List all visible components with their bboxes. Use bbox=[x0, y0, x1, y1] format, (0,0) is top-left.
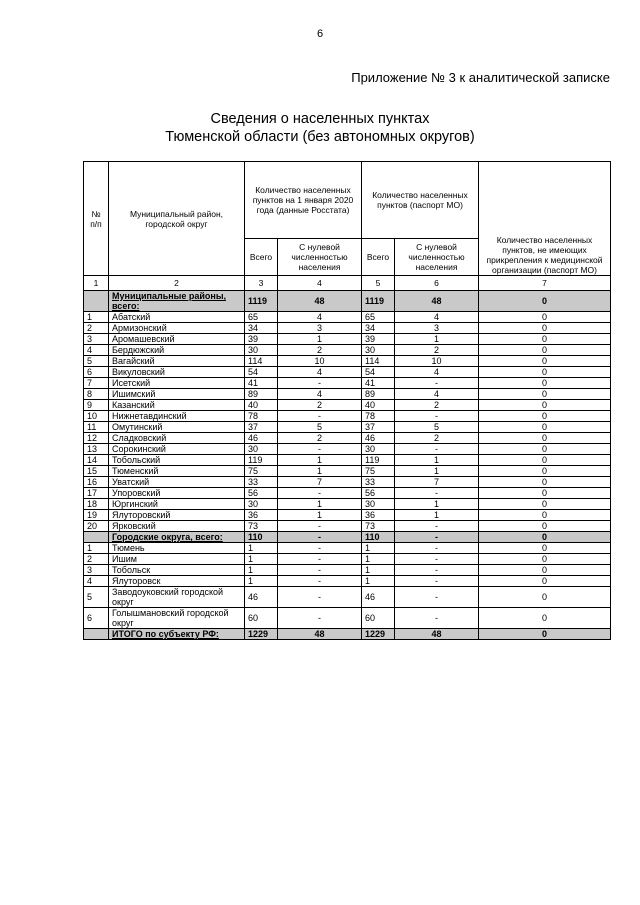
cell-unattached: 0 bbox=[479, 543, 611, 554]
table-row bbox=[84, 488, 611, 499]
cell-total-passport: 30 bbox=[362, 499, 395, 510]
row-name: Заводоуковский городской округ bbox=[109, 587, 245, 608]
cell-zero-passport: 1 bbox=[395, 334, 479, 345]
row-name: Тюменский bbox=[109, 466, 245, 477]
row-no: 9 bbox=[84, 400, 109, 411]
table-row bbox=[84, 565, 611, 576]
cell-unattached: 0 bbox=[479, 576, 611, 587]
cell-unattached: 0 bbox=[479, 521, 611, 532]
settlements-table bbox=[83, 161, 611, 640]
city-section bbox=[84, 532, 611, 629]
cell-unattached: 0 bbox=[479, 488, 611, 499]
cell-zero-rosstat: - bbox=[278, 587, 362, 608]
header-passport-group: Количество населенных пунктов (паспорт МО) bbox=[362, 162, 479, 239]
column-number-row bbox=[84, 276, 611, 291]
row-name: Ярковский bbox=[109, 521, 245, 532]
cell-unattached: 0 bbox=[479, 291, 611, 312]
cell-total-rosstat: 73 bbox=[245, 521, 278, 532]
colnum-2: 2 bbox=[109, 276, 245, 291]
row-no: 8 bbox=[84, 389, 109, 400]
cell-zero-rosstat: 48 bbox=[278, 629, 362, 640]
cell-unattached: 0 bbox=[479, 532, 611, 543]
title-line-2: Тюменской области (без автономных округов) bbox=[165, 129, 475, 145]
cell-zero-rosstat: 4 bbox=[278, 312, 362, 323]
row-no: 14 bbox=[84, 455, 109, 466]
row-no: 3 bbox=[84, 565, 109, 576]
cell-zero-passport: 4 bbox=[395, 389, 479, 400]
row-name: Викуловский bbox=[109, 367, 245, 378]
row-no: 4 bbox=[84, 576, 109, 587]
grand-total-row bbox=[84, 629, 611, 640]
cell-zero-rosstat: - bbox=[278, 554, 362, 565]
cell-total-rosstat: 110 bbox=[245, 532, 278, 543]
cell-zero-passport: 4 bbox=[395, 367, 479, 378]
row-name: Ялуторовск bbox=[109, 576, 245, 587]
row-name: Казанский bbox=[109, 400, 245, 411]
header-total-passport: Всего bbox=[362, 239, 395, 276]
cell-total-passport: 36 bbox=[362, 510, 395, 521]
cell-zero-passport: - bbox=[395, 378, 479, 389]
cell-unattached: 0 bbox=[479, 587, 611, 608]
row-name: Бердюжский bbox=[109, 345, 245, 356]
cell-total-rosstat: 41 bbox=[245, 378, 278, 389]
cell-zero-passport: 48 bbox=[395, 291, 479, 312]
cell-zero-rosstat: 1 bbox=[278, 466, 362, 477]
row-no: 15 bbox=[84, 466, 109, 477]
cell-total-passport: 78 bbox=[362, 411, 395, 422]
cell-total-rosstat: 119 bbox=[245, 455, 278, 466]
cell-unattached: 0 bbox=[479, 411, 611, 422]
cell-zero-rosstat: 10 bbox=[278, 356, 362, 367]
grand-total-section bbox=[84, 629, 611, 640]
cell-zero-passport: - bbox=[395, 543, 479, 554]
cell-total-rosstat: 1 bbox=[245, 554, 278, 565]
cell-zero-passport: 48 bbox=[395, 629, 479, 640]
table-header bbox=[84, 162, 611, 291]
table-row bbox=[84, 367, 611, 378]
city-total-row bbox=[84, 532, 611, 543]
cell-zero-rosstat: 4 bbox=[278, 367, 362, 378]
cell-unattached: 0 bbox=[479, 400, 611, 411]
row-name: Тобольск bbox=[109, 565, 245, 576]
cell-zero-rosstat: - bbox=[278, 565, 362, 576]
cell-zero-rosstat: 1 bbox=[278, 499, 362, 510]
cell-zero-rosstat: 48 bbox=[278, 291, 362, 312]
cell-zero-rosstat: - bbox=[278, 608, 362, 629]
cell-unattached: 0 bbox=[479, 378, 611, 389]
cell-total-rosstat: 89 bbox=[245, 389, 278, 400]
row-name: Упоровский bbox=[109, 488, 245, 499]
table-row bbox=[84, 400, 611, 411]
cell-total-rosstat: 36 bbox=[245, 510, 278, 521]
cell-total-passport: 41 bbox=[362, 378, 395, 389]
cell-total-passport: 34 bbox=[362, 323, 395, 334]
cell-zero-passport: - bbox=[395, 565, 479, 576]
municipal-total-row bbox=[84, 291, 611, 312]
cell-zero-passport: - bbox=[395, 488, 479, 499]
cell-zero-passport: 1 bbox=[395, 466, 479, 477]
cell-zero-rosstat: 4 bbox=[278, 389, 362, 400]
row-name: Абатский bbox=[109, 312, 245, 323]
cell-zero-rosstat: 2 bbox=[278, 400, 362, 411]
cell-zero-passport: - bbox=[395, 532, 479, 543]
cell-zero-rosstat: 1 bbox=[278, 455, 362, 466]
cell-total-rosstat: 1 bbox=[245, 576, 278, 587]
cell-unattached: 0 bbox=[479, 389, 611, 400]
row-no: 10 bbox=[84, 411, 109, 422]
cell-total-rosstat: 1229 bbox=[245, 629, 278, 640]
cell-zero-passport: - bbox=[395, 521, 479, 532]
cell-zero-rosstat: - bbox=[278, 378, 362, 389]
cell-total-passport: 1 bbox=[362, 554, 395, 565]
cell-zero-rosstat: - bbox=[278, 576, 362, 587]
appendix-label: Приложение № 3 к аналитической записке bbox=[351, 70, 610, 85]
table-row bbox=[84, 422, 611, 433]
cell-total-rosstat: 1 bbox=[245, 565, 278, 576]
row-name: Муниципальные районы, всего: bbox=[109, 291, 245, 312]
table-row bbox=[84, 477, 611, 488]
cell-unattached: 0 bbox=[479, 565, 611, 576]
table-row bbox=[84, 521, 611, 532]
row-name: Сорокинский bbox=[109, 444, 245, 455]
table-row bbox=[84, 444, 611, 455]
cell-zero-rosstat: - bbox=[278, 488, 362, 499]
table-row bbox=[84, 334, 611, 345]
cell-total-passport: 1119 bbox=[362, 291, 395, 312]
colnum-7: 7 bbox=[479, 276, 611, 291]
cell-unattached: 0 bbox=[479, 356, 611, 367]
header-rosstat-group: Количество населенных пунктов на 1 января 2020 года (данные Росстата) bbox=[245, 162, 362, 239]
header-unattached: Количество населенных пунктов, не имеющих прикрепления к медицинской организации (паспорт МО) bbox=[479, 162, 611, 276]
cell-total-rosstat: 30 bbox=[245, 444, 278, 455]
cell-zero-rosstat: - bbox=[278, 411, 362, 422]
cell-total-passport: 46 bbox=[362, 433, 395, 444]
cell-zero-rosstat: - bbox=[278, 444, 362, 455]
table-row bbox=[84, 543, 611, 554]
header-total-rosstat: Всего bbox=[245, 239, 278, 276]
row-no: 1 bbox=[84, 543, 109, 554]
cell-zero-passport: - bbox=[395, 576, 479, 587]
row-name: Исетский bbox=[109, 378, 245, 389]
cell-total-rosstat: 46 bbox=[245, 433, 278, 444]
row-name: Тобольский bbox=[109, 455, 245, 466]
cell-unattached: 0 bbox=[479, 312, 611, 323]
row-no: 2 bbox=[84, 323, 109, 334]
row-no: 2 bbox=[84, 554, 109, 565]
cell-unattached: 0 bbox=[479, 422, 611, 433]
cell-total-rosstat: 34 bbox=[245, 323, 278, 334]
row-no: 13 bbox=[84, 444, 109, 455]
row-no: 20 bbox=[84, 521, 109, 532]
cell-unattached: 0 bbox=[479, 367, 611, 378]
cell-total-rosstat: 60 bbox=[245, 608, 278, 629]
colnum-4: 4 bbox=[278, 276, 362, 291]
cell-total-passport: 40 bbox=[362, 400, 395, 411]
row-name: Аромашевский bbox=[109, 334, 245, 345]
cell-zero-passport: 5 bbox=[395, 422, 479, 433]
row-no: 4 bbox=[84, 345, 109, 356]
cell-total-rosstat: 30 bbox=[245, 499, 278, 510]
cell-total-passport: 114 bbox=[362, 356, 395, 367]
table-row bbox=[84, 356, 611, 367]
cell-total-passport: 1 bbox=[362, 565, 395, 576]
row-no: 6 bbox=[84, 367, 109, 378]
cell-total-rosstat: 75 bbox=[245, 466, 278, 477]
cell-total-rosstat: 78 bbox=[245, 411, 278, 422]
row-name: Ялуторовский bbox=[109, 510, 245, 521]
row-no: 5 bbox=[84, 356, 109, 367]
cell-total-passport: 30 bbox=[362, 345, 395, 356]
cell-total-rosstat: 46 bbox=[245, 587, 278, 608]
cell-total-passport: 1229 bbox=[362, 629, 395, 640]
table-row bbox=[84, 499, 611, 510]
cell-total-passport: 33 bbox=[362, 477, 395, 488]
cell-total-rosstat: 65 bbox=[245, 312, 278, 323]
cell-zero-rosstat: - bbox=[278, 543, 362, 554]
municipal-section bbox=[84, 291, 611, 532]
cell-zero-rosstat: 2 bbox=[278, 433, 362, 444]
cell-zero-rosstat: 3 bbox=[278, 323, 362, 334]
cell-zero-rosstat: - bbox=[278, 532, 362, 543]
page-number: 6 bbox=[316, 28, 324, 40]
cell-zero-passport: 10 bbox=[395, 356, 479, 367]
colnum-6: 6 bbox=[395, 276, 479, 291]
cell-zero-passport: - bbox=[395, 444, 479, 455]
row-no: 6 bbox=[84, 608, 109, 629]
cell-zero-passport: 1 bbox=[395, 510, 479, 521]
cell-zero-passport: 2 bbox=[395, 345, 479, 356]
cell-total-passport: 1 bbox=[362, 543, 395, 554]
colnum-3: 3 bbox=[245, 276, 278, 291]
cell-zero-passport: 3 bbox=[395, 323, 479, 334]
row-name: Сладковский bbox=[109, 433, 245, 444]
table-row bbox=[84, 345, 611, 356]
cell-zero-passport: 2 bbox=[395, 433, 479, 444]
row-no bbox=[84, 291, 109, 312]
row-name: ИТОГО по субъекту РФ: bbox=[109, 629, 245, 640]
table-row bbox=[84, 312, 611, 323]
title-line-1: Сведения о населенных пунктах bbox=[210, 111, 430, 127]
row-no: 5 bbox=[84, 587, 109, 608]
row-no: 16 bbox=[84, 477, 109, 488]
row-name: Ишимский bbox=[109, 389, 245, 400]
table-row bbox=[84, 576, 611, 587]
cell-unattached: 0 bbox=[479, 510, 611, 521]
cell-zero-rosstat: 1 bbox=[278, 510, 362, 521]
header-no: № п/п bbox=[84, 162, 109, 276]
cell-unattached: 0 bbox=[479, 455, 611, 466]
cell-unattached: 0 bbox=[479, 466, 611, 477]
cell-unattached: 0 bbox=[479, 554, 611, 565]
table-row bbox=[84, 323, 611, 334]
cell-zero-passport: - bbox=[395, 554, 479, 565]
cell-total-passport: 119 bbox=[362, 455, 395, 466]
row-name: Омутинский bbox=[109, 422, 245, 433]
row-no: 12 bbox=[84, 433, 109, 444]
cell-total-passport: 73 bbox=[362, 521, 395, 532]
colnum-1: 1 bbox=[84, 276, 109, 291]
row-name: Уватский bbox=[109, 477, 245, 488]
header-zero-rosstat: С нулевой численностью населения bbox=[278, 239, 362, 276]
table-row bbox=[84, 433, 611, 444]
row-name: Армизонский bbox=[109, 323, 245, 334]
row-no bbox=[84, 629, 109, 640]
cell-total-passport: 110 bbox=[362, 532, 395, 543]
header-zero-passport: С нулевой численностью населения bbox=[395, 239, 479, 276]
table-row bbox=[84, 466, 611, 477]
cell-total-rosstat: 37 bbox=[245, 422, 278, 433]
cell-zero-passport: 4 bbox=[395, 312, 479, 323]
cell-zero-passport: - bbox=[395, 411, 479, 422]
table-row bbox=[84, 587, 611, 608]
table-row bbox=[84, 554, 611, 565]
cell-zero-rosstat: 5 bbox=[278, 422, 362, 433]
row-name: Юргинский bbox=[109, 499, 245, 510]
cell-total-rosstat: 1119 bbox=[245, 291, 278, 312]
cell-total-rosstat: 33 bbox=[245, 477, 278, 488]
cell-zero-passport: - bbox=[395, 587, 479, 608]
cell-unattached: 0 bbox=[479, 444, 611, 455]
cell-total-rosstat: 54 bbox=[245, 367, 278, 378]
table-row bbox=[84, 389, 611, 400]
header-name: Муниципальный район, городской округ bbox=[109, 162, 245, 276]
row-name: Нижнетавдинский bbox=[109, 411, 245, 422]
cell-total-passport: 56 bbox=[362, 488, 395, 499]
row-no: 1 bbox=[84, 312, 109, 323]
row-no: 11 bbox=[84, 422, 109, 433]
cell-unattached: 0 bbox=[479, 477, 611, 488]
cell-zero-rosstat: - bbox=[278, 521, 362, 532]
table-row bbox=[84, 608, 611, 629]
row-no: 7 bbox=[84, 378, 109, 389]
cell-total-passport: 54 bbox=[362, 367, 395, 378]
colnum-5: 5 bbox=[362, 276, 395, 291]
cell-unattached: 0 bbox=[479, 608, 611, 629]
table-row bbox=[84, 455, 611, 466]
document-title bbox=[0, 110, 640, 146]
row-name: Городские округа, всего: bbox=[109, 532, 245, 543]
cell-total-rosstat: 39 bbox=[245, 334, 278, 345]
cell-zero-passport: 1 bbox=[395, 455, 479, 466]
table-row bbox=[84, 411, 611, 422]
cell-total-passport: 37 bbox=[362, 422, 395, 433]
cell-unattached: 0 bbox=[479, 629, 611, 640]
cell-total-passport: 65 bbox=[362, 312, 395, 323]
row-no: 19 bbox=[84, 510, 109, 521]
cell-unattached: 0 bbox=[479, 499, 611, 510]
cell-unattached: 0 bbox=[479, 345, 611, 356]
cell-total-passport: 30 bbox=[362, 444, 395, 455]
cell-total-rosstat: 56 bbox=[245, 488, 278, 499]
cell-zero-passport: - bbox=[395, 608, 479, 629]
row-no: 3 bbox=[84, 334, 109, 345]
cell-total-passport: 39 bbox=[362, 334, 395, 345]
table-row bbox=[84, 378, 611, 389]
row-no: 18 bbox=[84, 499, 109, 510]
cell-zero-passport: 2 bbox=[395, 400, 479, 411]
cell-total-passport: 60 bbox=[362, 608, 395, 629]
cell-total-rosstat: 1 bbox=[245, 543, 278, 554]
row-name: Вагайский bbox=[109, 356, 245, 367]
cell-total-rosstat: 40 bbox=[245, 400, 278, 411]
cell-unattached: 0 bbox=[479, 334, 611, 345]
row-no bbox=[84, 532, 109, 543]
table-row bbox=[84, 510, 611, 521]
cell-total-rosstat: 30 bbox=[245, 345, 278, 356]
cell-unattached: 0 bbox=[479, 433, 611, 444]
cell-total-passport: 1 bbox=[362, 576, 395, 587]
row-name: Тюмень bbox=[109, 543, 245, 554]
cell-total-passport: 89 bbox=[362, 389, 395, 400]
cell-zero-passport: 1 bbox=[395, 499, 479, 510]
row-no: 17 bbox=[84, 488, 109, 499]
cell-total-passport: 46 bbox=[362, 587, 395, 608]
cell-zero-rosstat: 1 bbox=[278, 334, 362, 345]
cell-total-rosstat: 114 bbox=[245, 356, 278, 367]
cell-total-passport: 75 bbox=[362, 466, 395, 477]
cell-unattached: 0 bbox=[479, 323, 611, 334]
row-name: Ишим bbox=[109, 554, 245, 565]
cell-zero-rosstat: 2 bbox=[278, 345, 362, 356]
cell-zero-passport: 7 bbox=[395, 477, 479, 488]
cell-zero-rosstat: 7 bbox=[278, 477, 362, 488]
row-name: Голышмановский городской округ bbox=[109, 608, 245, 629]
